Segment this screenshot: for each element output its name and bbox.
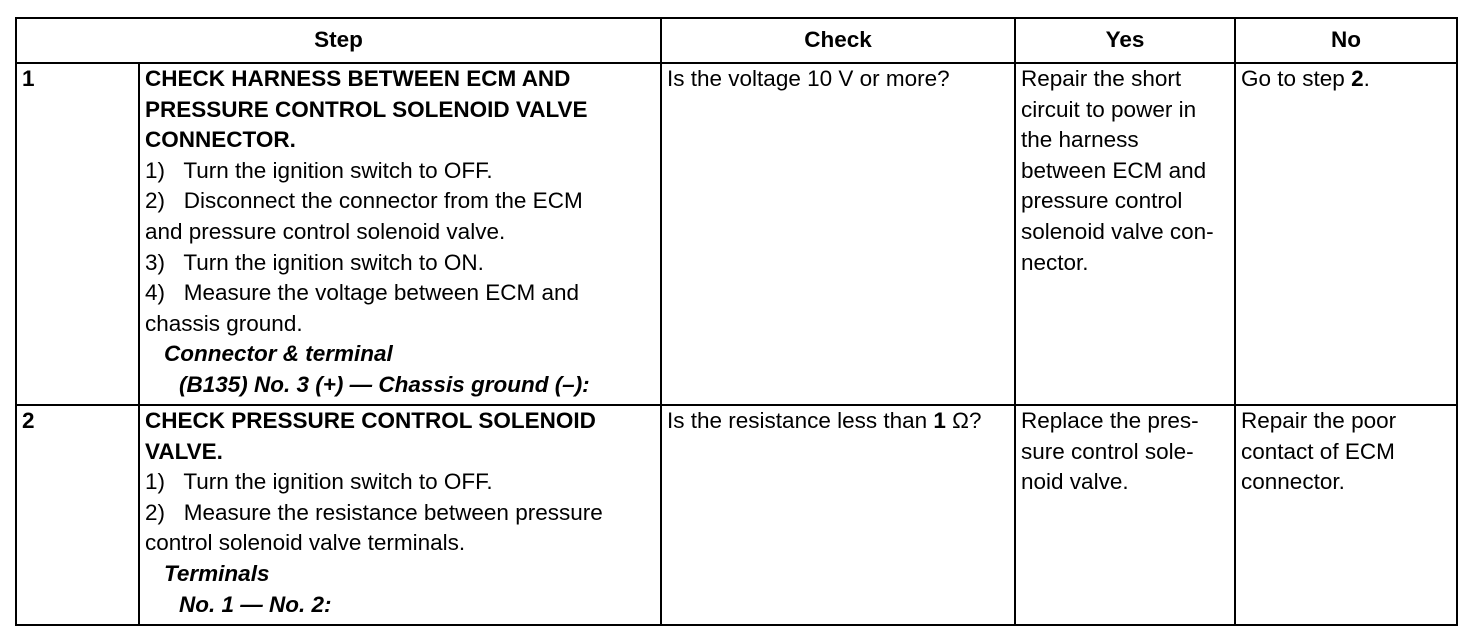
yes-cell: [1015, 63, 1235, 405]
header-no: No: [1235, 18, 1457, 63]
spec-value: (B135) No. 3 (+) — Chassis ground (–):: [179, 371, 590, 397]
yes-line: solenoid valve con-: [1021, 218, 1214, 244]
step-title-line: CHECK HARNESS BETWEEN ECM AND: [145, 66, 571, 91]
step-cell: [139, 63, 661, 405]
check-value: 1: [933, 408, 946, 433]
no-cell: [1235, 63, 1457, 405]
step-instruction: 3) Turn the ignition switch to ON.: [145, 249, 484, 275]
check-cell: [661, 405, 1015, 625]
step-number: 2: [16, 405, 139, 625]
spec-label: Connector & terminal: [164, 341, 393, 367]
header-yes: Yes: [1015, 18, 1235, 63]
step-instruction: 1) Turn the ignition switch to OFF.: [145, 157, 493, 183]
table-row: [16, 63, 1457, 405]
step-instruction: 4) Measure the voltage between ECM and: [145, 280, 579, 306]
yes-line: between ECM and: [1021, 157, 1207, 183]
step-instruction: 1) Turn the ignition switch to OFF.: [145, 469, 493, 495]
step-instruction: and pressure control solenoid valve.: [145, 218, 506, 244]
no-line: connector.: [1241, 469, 1345, 495]
header-row: [16, 18, 1457, 63]
check-cell: [661, 63, 1015, 405]
check-text-suffix: Ω?: [945, 408, 982, 433]
yes-line: pressure control: [1021, 188, 1183, 214]
check-text: [667, 406, 1009, 437]
header-check: Check: [661, 18, 1015, 63]
step-title-line: CHECK PRESSURE CONTROL SOLENOID: [145, 408, 596, 433]
yes-line: circuit to power in: [1021, 96, 1197, 122]
yes-line: nector.: [1021, 249, 1089, 275]
step-instruction: 2) Disconnect the connector from the ECM: [145, 188, 583, 214]
no-text-prefix: Go to step: [1241, 66, 1352, 91]
step-title-line: VALVE.: [145, 438, 223, 464]
check-text-prefix: Is the resistance less than: [667, 408, 934, 433]
step-cell: [139, 405, 661, 625]
step-title-line: PRESSURE CONTROL SOLENOID VALVE: [145, 96, 588, 122]
no-text: [1241, 64, 1451, 95]
no-step-ref: 2: [1351, 66, 1364, 91]
no-text-suffix: .: [1363, 66, 1370, 91]
step-title-line: CONNECTOR.: [145, 127, 296, 153]
no-line: contact of ECM: [1241, 438, 1395, 464]
no-cell: [1235, 405, 1457, 625]
step-instruction: chassis ground.: [145, 310, 303, 336]
step-number: 1: [16, 63, 139, 405]
yes-line: Replace the pres-: [1021, 408, 1199, 433]
yes-line: Repair the short: [1021, 66, 1182, 91]
check-text: Is the voltage 10 V or more?: [667, 66, 950, 91]
header-step: Step: [16, 18, 661, 63]
yes-cell: [1015, 405, 1235, 625]
spec-label: Terminals: [164, 560, 270, 586]
no-line: Repair the poor: [1241, 408, 1397, 433]
yes-line: sure control sole-: [1021, 438, 1194, 464]
spec-value: No. 1 — No. 2:: [179, 591, 332, 617]
diagnostic-table: [15, 17, 1458, 626]
step-instruction: control solenoid valve terminals.: [145, 530, 466, 556]
step-instruction: 2) Measure the resistance between pressure: [145, 499, 603, 525]
yes-line: the harness: [1021, 127, 1139, 153]
table-row: [16, 405, 1457, 625]
yes-line: noid valve.: [1021, 469, 1129, 495]
